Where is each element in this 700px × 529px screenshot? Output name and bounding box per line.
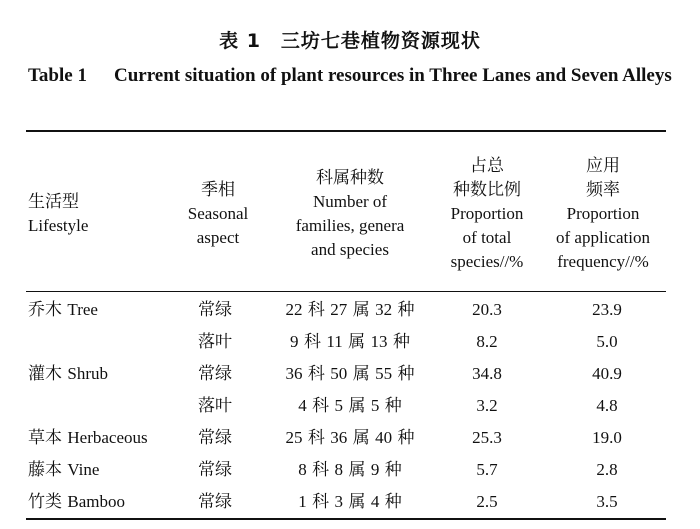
unit-shu: 属 <box>348 492 366 512</box>
table-header-rule <box>26 291 666 292</box>
table-row <box>0 294 700 326</box>
lifestyle-en: Tree <box>67 300 98 319</box>
genera-value: 11 <box>326 332 343 351</box>
species-value: 40 <box>375 428 393 447</box>
table-label-en: Table 1 <box>28 65 87 86</box>
families-value: 36 <box>285 364 303 383</box>
lifestyle-cell <box>28 422 148 454</box>
count-cell <box>270 358 430 390</box>
unit-ke: 科 <box>307 428 325 448</box>
unit-zhong: 种 <box>397 300 415 320</box>
count-cell <box>270 326 430 358</box>
header-freq-en-1: Proportion <box>566 204 640 223</box>
lifestyle-cn: 草本 <box>28 428 62 448</box>
frequency-cell: 5.0 <box>596 332 618 351</box>
frequency-cell: 19.0 <box>592 428 622 447</box>
families-value: 4 <box>298 396 307 415</box>
lifestyle-en: Vine <box>67 460 100 479</box>
season-cell: 常绿 <box>198 364 232 384</box>
lifestyle-cell <box>28 486 125 518</box>
header-lifestyle <box>28 190 168 238</box>
header-prop-cn-1: 占总 <box>470 156 504 176</box>
header-freq-cn-1: 应用 <box>586 156 620 176</box>
header-season-cn: 季相 <box>201 180 235 200</box>
proportion-cell: 20.3 <box>472 300 502 319</box>
lifestyle-cell <box>28 454 99 486</box>
lifestyle-cn: 灌木 <box>28 364 62 384</box>
lifestyle-en: Bamboo <box>67 492 126 511</box>
header-count-en-3: and species <box>311 240 389 259</box>
header-season-en-2: aspect <box>196 228 240 247</box>
unit-zhong: 种 <box>397 364 415 384</box>
families-value: 8 <box>298 460 307 479</box>
header-season <box>170 178 266 250</box>
unit-zhong: 种 <box>392 332 410 352</box>
proportion-cell: 3.2 <box>476 396 498 415</box>
unit-shu: 属 <box>352 300 370 320</box>
proportion-cell: 34.8 <box>472 364 502 383</box>
species-value: 9 <box>370 460 380 479</box>
count-cell <box>270 390 430 422</box>
unit-ke: 科 <box>307 364 325 384</box>
unit-shu: 属 <box>352 364 370 384</box>
season-cell: 常绿 <box>198 492 232 512</box>
season-cell: 落叶 <box>198 332 232 352</box>
header-lifestyle-en: Lifestyle <box>28 216 89 235</box>
season-cell: 常绿 <box>198 460 232 480</box>
unit-zhong: 种 <box>397 428 415 448</box>
count-cell <box>270 486 430 518</box>
unit-shu: 属 <box>348 332 366 352</box>
unit-shu: 属 <box>348 460 366 480</box>
frequency-cell: 4.8 <box>596 396 618 415</box>
unit-zhong: 种 <box>384 492 402 512</box>
lifestyle-cell <box>28 294 98 326</box>
lifestyle-cn: 竹类 <box>28 492 62 512</box>
proportion-cell: 2.5 <box>476 492 498 511</box>
unit-ke: 科 <box>303 332 321 352</box>
families-value: 9 <box>290 332 299 351</box>
table-row <box>0 326 700 358</box>
table-row <box>0 390 700 422</box>
proportion-cell: 5.7 <box>476 460 498 479</box>
table-row <box>0 454 700 486</box>
genera-value: 8 <box>334 460 344 479</box>
families-value: 25 <box>285 428 303 447</box>
lifestyle-en: Shrub <box>67 364 109 383</box>
header-prop-en-1: Proportion <box>450 204 524 223</box>
frequency-cell: 40.9 <box>592 364 622 383</box>
genera-value: 36 <box>330 428 348 447</box>
header-prop-cn-2: 种数比例 <box>453 180 521 200</box>
species-value: 55 <box>375 364 393 383</box>
unit-ke: 科 <box>307 300 325 320</box>
species-value: 4 <box>370 492 380 511</box>
species-value: 32 <box>375 300 393 319</box>
table-row <box>0 486 700 518</box>
proportion-cell: 25.3 <box>472 428 502 447</box>
unit-ke: 科 <box>312 492 330 512</box>
table-row <box>0 358 700 390</box>
count-cell <box>270 422 430 454</box>
header-proportion <box>433 154 541 274</box>
unit-ke: 科 <box>312 396 330 416</box>
lifestyle-cn: 藤本 <box>28 460 62 480</box>
unit-zhong: 种 <box>384 396 402 416</box>
header-count-en-2: families, genera <box>295 216 405 235</box>
count-cell <box>270 454 430 486</box>
table-title-cn: 表 1 三坊七巷植物资源现状 <box>219 30 481 52</box>
header-count-en-1: Number of <box>312 192 388 211</box>
header-lifestyle-cn: 生活型 <box>28 192 79 212</box>
season-cell: 落叶 <box>198 396 232 416</box>
unit-zhong: 种 <box>384 460 402 480</box>
lifestyle-cn: 乔木 <box>28 300 62 320</box>
header-frequency <box>540 154 666 274</box>
header-count <box>270 166 430 262</box>
frequency-cell: 2.8 <box>596 460 618 479</box>
species-value: 5 <box>370 396 380 415</box>
table-caption-en: Current situation of plant resources in Three Lanes and Seven Alleys <box>114 65 672 86</box>
header-season-en-1: Seasonal <box>187 204 249 223</box>
header-prop-en-2: of total <box>462 228 512 247</box>
header-count-cn: 科属种数 <box>316 168 384 188</box>
header-freq-en-3: frequency//% <box>557 252 649 271</box>
genera-value: 5 <box>334 396 344 415</box>
genera-value: 3 <box>334 492 344 511</box>
frequency-cell: 23.9 <box>592 300 622 319</box>
families-value: 1 <box>298 492 307 511</box>
season-cell: 常绿 <box>198 300 232 320</box>
genera-value: 27 <box>330 300 348 319</box>
lifestyle-en: Herbaceous <box>67 428 148 447</box>
season-cell: 常绿 <box>198 428 232 448</box>
frequency-cell: 3.5 <box>596 492 618 511</box>
species-value: 13 <box>370 332 388 351</box>
count-cell <box>270 294 430 326</box>
unit-ke: 科 <box>312 460 330 480</box>
table-top-rule <box>26 130 666 132</box>
header-freq-en-2: of application <box>556 228 650 247</box>
lifestyle-cell <box>28 358 108 390</box>
header-freq-cn-2: 频率 <box>586 180 620 200</box>
table-bottom-rule <box>26 518 666 520</box>
unit-shu: 属 <box>348 396 366 416</box>
table-row <box>0 422 700 454</box>
header-prop-en-3: species//% <box>450 252 524 271</box>
genera-value: 50 <box>330 364 348 383</box>
unit-shu: 属 <box>352 428 370 448</box>
proportion-cell: 8.2 <box>476 332 498 351</box>
families-value: 22 <box>285 300 303 319</box>
